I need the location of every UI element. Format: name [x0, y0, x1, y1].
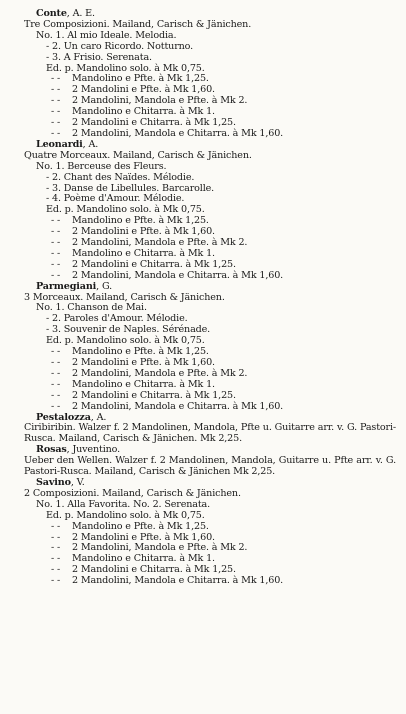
ditto-mark: - - [51, 215, 61, 227]
variant-text: 2 Mandolini e Chitarra. à Mk 1,25. [72, 564, 236, 576]
ditto-mark: - - [51, 106, 61, 118]
variant-text: Mandolino e Chitarra. à Mk 1. [72, 553, 215, 565]
composer-initials: , A. [90, 411, 107, 423]
entry-parmegiani [10, 282, 398, 413]
work-title: Quatre Morceaux. Mailand, Carisch & Jänichen. [24, 149, 252, 161]
variant-text: 2 Mandolini e Pfte. à Mk 1,60. [72, 531, 215, 543]
variant-text: 2 Mandolini e Chitarra. à Mk 1,25. [72, 389, 236, 401]
ditto-mark: - - [51, 127, 61, 139]
ditto-mark: - - [51, 95, 61, 107]
ditto-mark: - - [51, 520, 61, 532]
variant-text: Mandolino e Chitarra. à Mk 1. [72, 247, 215, 259]
composer-initials: , Juventino. [66, 444, 120, 456]
work-title: 2 Composizioni. Mailand, Carisch & Jänichen. [24, 487, 241, 499]
work-title: Tre Composizioni. Mailand, Carisch & Jänichen. [24, 18, 252, 30]
work-title: 3 Morceaux. Mailand, Carisch & Jänichen. [24, 291, 225, 303]
variant-text: 2 Mandolini e Chitarra. à Mk 1,25. [72, 258, 236, 270]
variant-text: 2 Mandolini, Mandola e Pfte. à Mk 2. [72, 542, 248, 554]
ditto-mark: - - [51, 367, 61, 379]
variant-text: 2 Mandolini, Mandola e Chitarra. à Mk 1,60. [72, 575, 284, 587]
composer-initials: , A. E. [66, 8, 95, 19]
variant-text: 2 Mandolini, Mandola e Chitarra. à Mk 1,60. [72, 400, 284, 412]
entry-pestalozza [10, 413, 398, 446]
piece-line: - 4. Poème d'Amour. Mélodie. [46, 193, 185, 205]
variant-text: Mandolino e Pfte. à Mk 1,25. [72, 346, 209, 358]
work-description: Ueber den Wellen. Walzer f. 2 Mandolinen, Mandola, Guitarre u. Pfte arr. v. G. Pastori-Rusca. Mailand, Carisch & Jänichen Mk 2,25. [24, 455, 396, 478]
piece-line: - 2. Un caro Ricordo. Notturno. [46, 40, 194, 52]
ditto-mark: - - [51, 389, 61, 401]
variant-text: 2 Mandolini, Mandola e Chitarra. à Mk 1,60. [72, 127, 284, 139]
entry-rosas [10, 445, 398, 478]
variant-line [10, 576, 398, 587]
variant-text: 2 Mandolini, Mandola e Pfte. à Mk 2. [72, 95, 248, 107]
entry-savino [10, 478, 398, 587]
variant-text: Mandolino e Chitarra. à Mk 1. [72, 106, 215, 118]
entry-conte [10, 9, 398, 140]
variant-text: Mandolino e Pfte. à Mk 1,25. [72, 215, 209, 227]
piece-line: No. 1. Alla Favorita. No. 2. Serenata. [36, 498, 211, 510]
ditto-mark: - - [51, 564, 61, 576]
ditto-mark: - - [51, 73, 61, 85]
composer-initials: , A. [82, 138, 99, 150]
ditto-mark: - - [51, 553, 61, 565]
variant-text: 2 Mandolini, Mandola e Pfte. à Mk 2. [72, 237, 248, 249]
ditto-mark: - - [51, 226, 61, 238]
piece-line: - 3. A Frisio. Serenata. [46, 51, 152, 63]
piece-line: - 2. Paroles d'Amour. Mélodie. [46, 313, 188, 325]
ditto-mark: - - [51, 346, 61, 358]
ditto-mark: - - [51, 117, 61, 129]
edition-line: Ed. p. Mandolino solo. à Mk 0,75. [46, 204, 205, 216]
variant-text: 2 Mandolini, Mandola e Chitarra. à Mk 1,60. [72, 269, 284, 281]
variant-text: 2 Mandolini e Pfte. à Mk 1,60. [72, 357, 215, 368]
ditto-mark: - - [51, 575, 61, 587]
variant-text: Mandolino e Pfte. à Mk 1,25. [72, 520, 209, 532]
edition-line: Ed. p. Mandolino solo. à Mk 0,75. [46, 62, 205, 74]
variant-text: 2 Mandolini e Pfte. à Mk 1,60. [72, 84, 215, 96]
composer-name: Pestalozza [36, 411, 91, 423]
composer-initials: , G. [96, 280, 113, 292]
edition-line: Ed. p. Mandolino solo. à Mk 0,75. [46, 509, 205, 521]
composer-name: Rosas [36, 444, 67, 456]
composer-name: Conte [36, 8, 67, 19]
composer-name: Parmegiani [36, 280, 97, 292]
ditto-mark: - - [51, 247, 61, 259]
piece-line: No. 1. Chanson de Mai. [36, 302, 147, 314]
ditto-mark: - - [51, 531, 61, 543]
edition-line: Ed. p. Mandolino solo. à Mk 0,75. [46, 335, 205, 347]
variant-text: 2 Mandolini e Chitarra. à Mk 1,25. [72, 117, 236, 129]
entry-leonardi [10, 140, 398, 282]
piece-line: No. 1. Berceuse des Fleurs. [36, 160, 167, 172]
ditto-mark: - - [51, 542, 61, 554]
ditto-mark: - - [51, 400, 61, 412]
piece-line: - 3. Danse de Libellules. Barcarolle. [46, 182, 215, 194]
work-description: Ciribiribin. Walzer f. 2 Mandolinen, Mandola, Pfte u. Guitarre arr. v. G. Pastori-Rusca. Mailand, Carisch & Jänichen. Mk 2,25. [24, 422, 396, 445]
piece-line: - 2. Chant des Naïdes. Mélodie. [46, 171, 195, 183]
ditto-mark: - - [51, 269, 61, 281]
ditto-mark: - - [51, 237, 61, 249]
entry-heading [10, 282, 398, 293]
piece-line: No. 1. Al mio Ideale. Melodia. [36, 29, 177, 41]
composer-name: Leonardi [36, 138, 83, 150]
variant-text: 2 Mandolini e Pfte. à Mk 1,60. [72, 226, 215, 238]
composer-initials: , V. [70, 476, 85, 488]
composer-name: Savino [36, 476, 71, 488]
piece-line: - 3. Souvenir de Naples. Sérénade. [46, 324, 211, 336]
ditto-mark: - - [51, 378, 61, 390]
ditto-mark: - - [51, 357, 61, 368]
ditto-mark: - - [51, 84, 61, 96]
variant-text: Mandolino e Pfte. à Mk 1,25. [72, 73, 209, 85]
variant-text: 2 Mandolini, Mandola e Pfte. à Mk 2. [72, 367, 248, 379]
variant-text: Mandolino e Chitarra. à Mk 1. [72, 378, 215, 390]
ditto-mark: - - [51, 258, 61, 270]
